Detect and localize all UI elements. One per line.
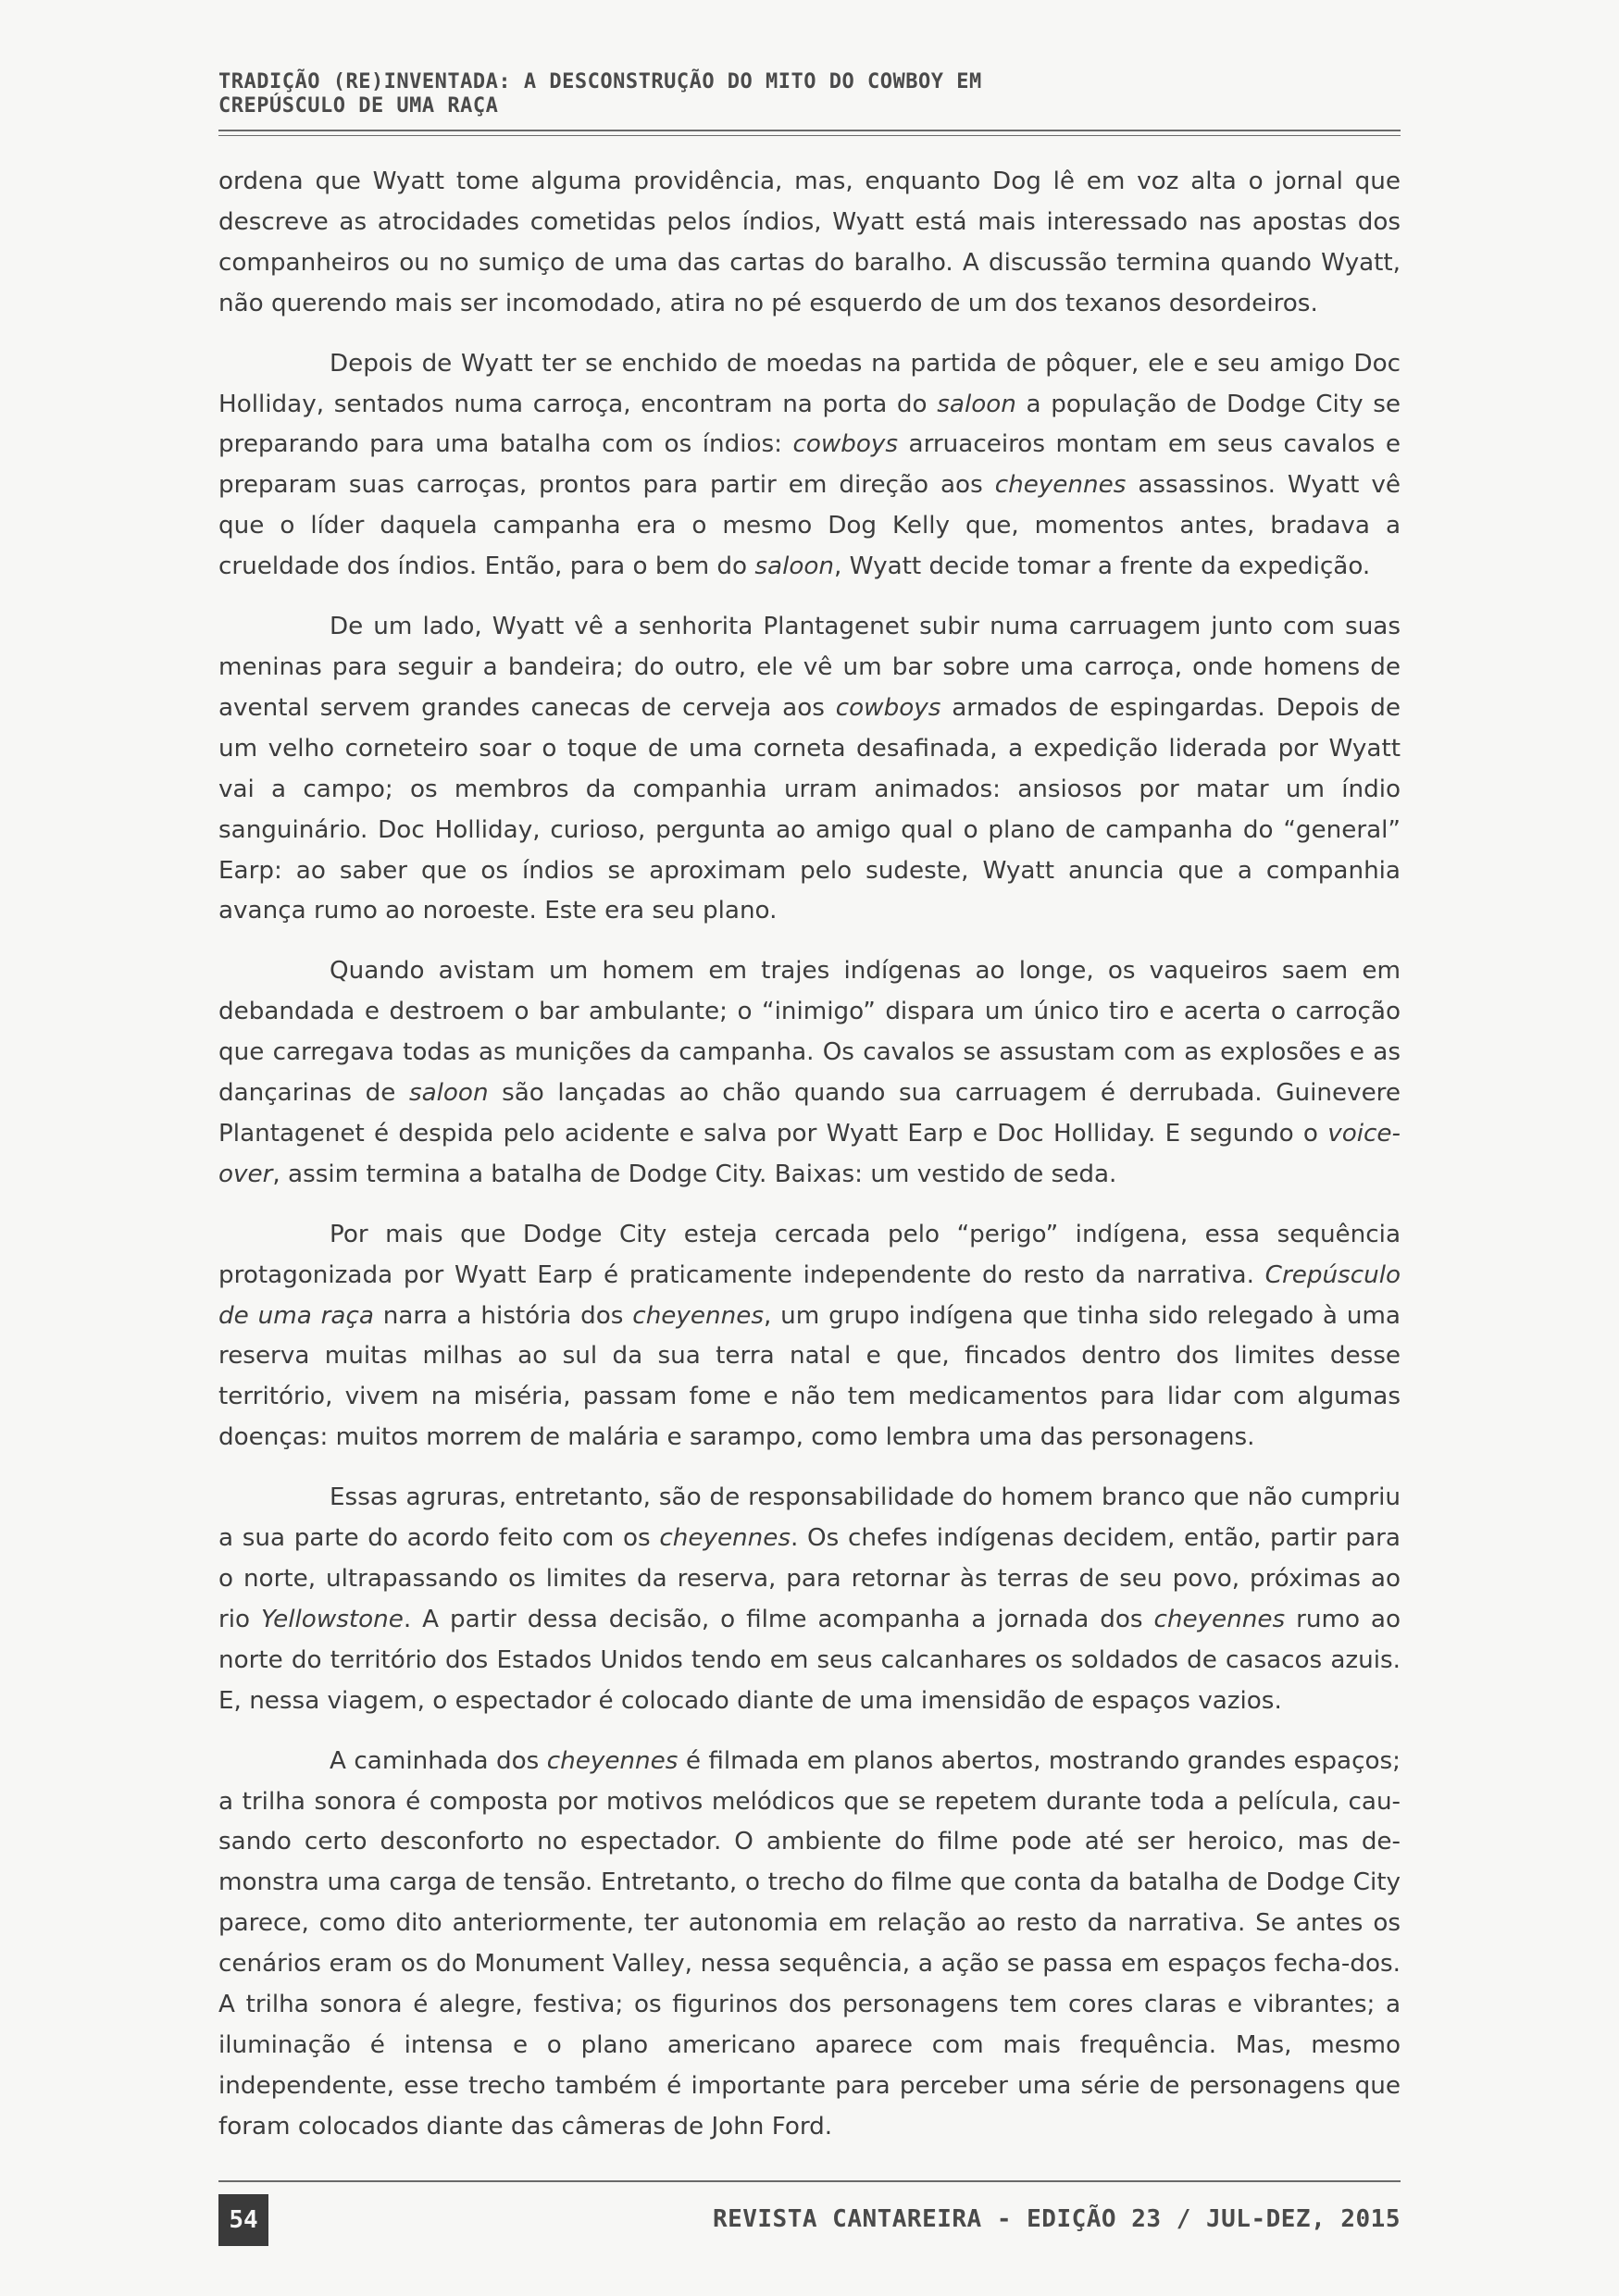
paragraph-7: A caminhada dos cheyennes é filmada em planos abertos, mostrando grandes espaços; a trilha sonora é composta por motivos melódicos que se repetem durante toda a película, cau-sando certo desconforto no espectador. O ambiente do filme pode até ser heroico, mas de-monstra uma carga de tensão. Entretanto, o trecho do filme que conta da batalha de Dodge City parece, como dito anteriormente, ter autonomia em relação ao resto da narrativa. Se antes os cenários eram os do Monument Valley, nessa sequência, a ação se passa em espaços fecha-dos. A trilha sonora é alegre, festiva; os figurinos dos personagens tem cores claras e vibrantes; a iluminação é intensa e o plano americano aparece com mais frequência. Mas, mesmo independente, esse trecho também é importante para perceber uma série de personagens que foram colocados diante das câmeras de John Ford. [218,1746,1401,2141]
paragraph-3: De um lado, Wyatt vê a senhorita Plantagenet subir numa carruagem junto com suas meninas para seguir a bandeira; do outro, ele vê um bar sobre uma carroça, onde homens de avental servem grandes canecas de cerveja aos cowboys armados de espingardas. Depois de um velho corneteiro soar o toque de uma corneta desafinada, a expedição liderada por Wyatt vai a campo; os membros da companhia urram animados: ansiosos por matar um índio sanguinário. Doc Holliday, curioso, pergunta ao amigo qual o plano de campanha do “general” Earp: ao saber que os índios se aproximam pelo sudeste, Wyatt anuncia que a companhia avança rumo ao noroeste. Este era seu plano. [218,613,1401,925]
paragraph-1: ordena que Wyatt tome alguma providência, mas, enquanto Dog lê em voz alta o jornal que descreve as atrocidades cometidas pelos índios, Wyatt está mais interessado nas apostas dos companheiros ou no sumiço de uma das cartas do baralho. A discussão termina quando Wyatt, não querendo mais ser incomodado, atira no pé esquerdo de um dos texanos desordeiros. [218,168,1401,317]
journal-issue-label: REVISTA CANTAREIRA - EDIÇÃO 23 / JUL-DEZ, 2015 [712,2205,1401,2233]
article-body [218,162,1401,2148]
footer-rule [218,2180,1401,2182]
paragraph-4: Quando avistam um homem em trajes indígenas ao longe, os vaqueiros saem em debandada e destroem o bar ambulante; o “inimigo” dispara um único tiro e acerta o carroção que carregava todas as munições da campanha. Os cavalos se assustam com as explosões e as dançarinas de saloon são lançadas ao chão quando sua carruagem é derrubada. Guinevere Plantagenet é despida pelo acidente e salva por Wyatt Earp e Doc Holliday. E segundo o voice-over, assim termina a batalha de Dodge City. Baixas: um vestido de seda. [218,957,1401,1188]
paragraph-6: Essas agruras, entretanto, são de responsabilidade do homem branco que não cumpriu a sua parte do acordo feito com os cheyennes. Os chefes indígenas decidem, então, partir para o norte, ultrapassando os limites da reserva, para retornar às terras de seu povo, próximas ao rio Yellowstone. A partir dessa decisão, o filme acompanha a jornada dos cheyennes rumo ao norte do território dos Estados Unidos tendo em seus calcanhares os soldados de casacos azuis. E, nessa viagem, o espectador é colocado diante de uma imensidão de espaços vazios. [218,1483,1401,1715]
running-header-title: TRADIÇÃO (RE)INVENTADA: A DESCONSTRUÇÃO DO MITO DO COWBOY EM CREPÚSCULO DE UMA RAÇA [218,70,982,118]
paragraph-5: Por mais que Dodge City esteja cercada pelo “perigo” indígena, essa sequência protagonizada por Wyatt Earp é praticamente independente do resto da narrativa. Crepúsculo de uma raça narra a história dos cheyennes, um grupo indígena que tinha sido relegado à uma reserva muitas milhas ao sul da sua terra natal e que, fincados dentro dos limites desse território, vivem na miséria, passam fome e não tem medicamentos para lidar com algumas doenças: muitos morrem de malária e sarampo, como lembra uma das personagens. [218,1220,1401,1452]
page-number: 54 [218,2194,268,2246]
paragraph-2: Depois de Wyatt ter se enchido de moedas na partida de pôquer, ele e seu amigo Doc Holliday, sentados numa carroça, encontram na porta do saloon a população de Dodge City se preparando para uma batalha com os índios: cowboys arruaceiros montam em seus cavalos e preparam suas carroças, prontos para partir em direção aos cheyennes assassinos. Wyatt vê que o líder daquela campanha era o mesmo Dog Kelly que, momentos antes, bradava a crueldade dos índios. Então, para o bem do saloon, Wyatt decide tomar a frente da expedição. [218,349,1401,581]
header-rule [218,130,1401,136]
